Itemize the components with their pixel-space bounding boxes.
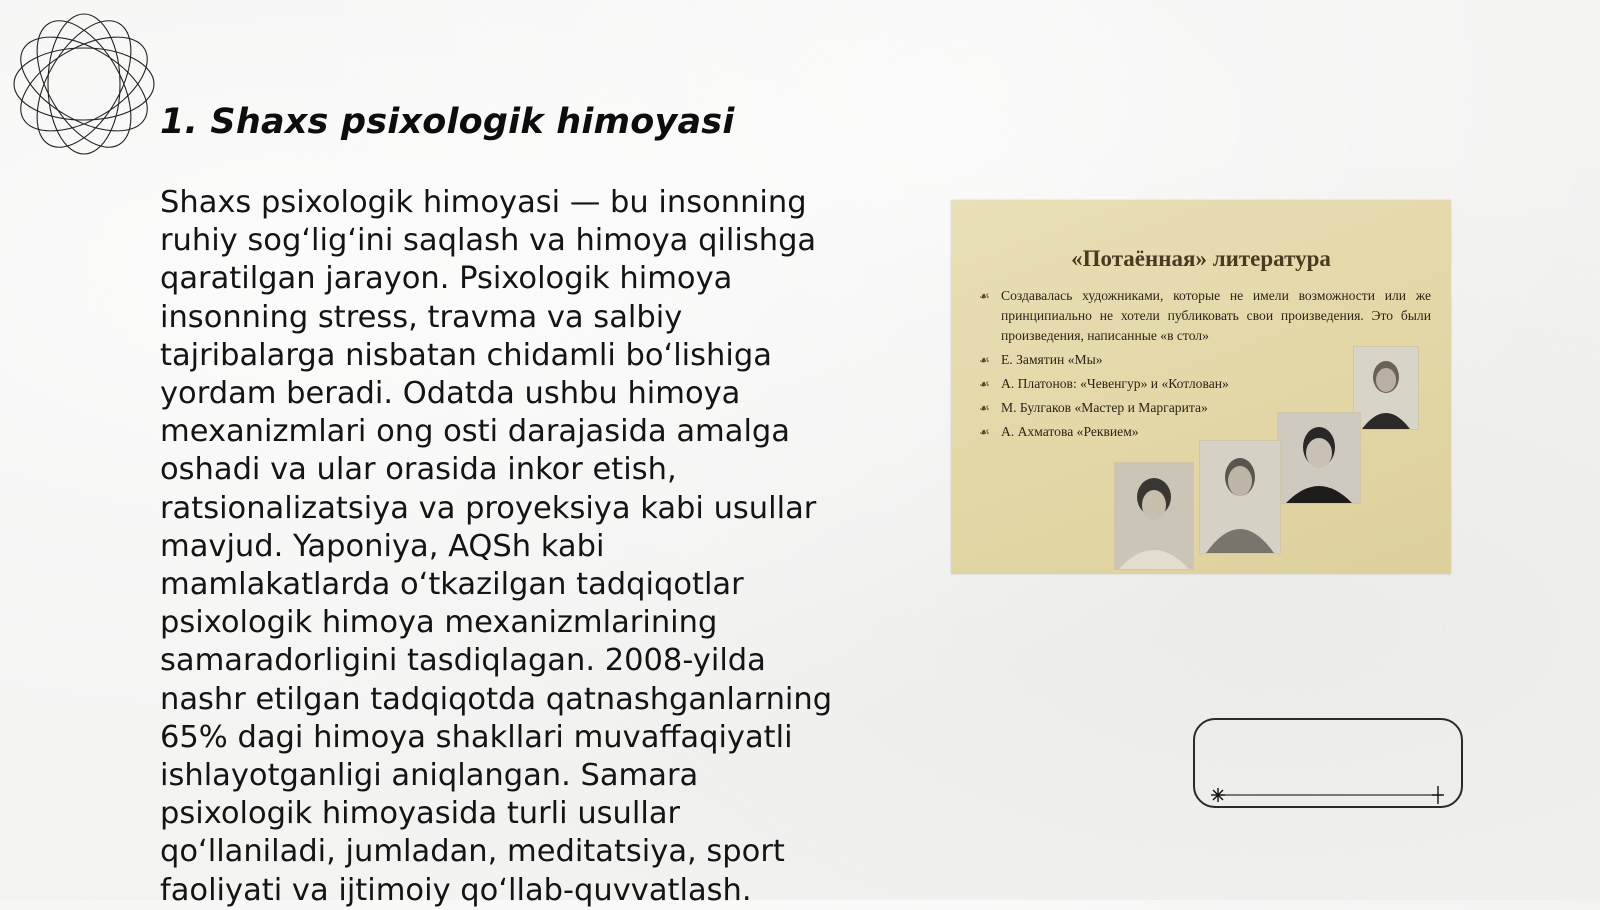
inset-slide-title: «Потаённая» литература: [1071, 246, 1331, 271]
list-item-text: А. Платонов: «Чевенгур» и «Котлован»: [1001, 376, 1229, 391]
inset-slide-image: [951, 200, 1451, 574]
portrait-photo-2: [1277, 412, 1361, 504]
decorative-line-with-stars: [1210, 785, 1450, 805]
list-item-text: Создавалась художниками, которые не имели возможности или же принципиально не хотели публиковать свои произведения. Это были произведения, написанные «в стол»: [1001, 288, 1431, 343]
list-item: [979, 286, 1431, 346]
fleuron-bullet-icon: ☙: [979, 425, 990, 439]
decorative-ornament: [10, 10, 158, 158]
starburst-icon: [1211, 788, 1225, 802]
fleuron-bullet-icon: ☙: [979, 289, 990, 303]
sparkle-icon: [1432, 786, 1444, 804]
fleuron-bullet-icon: ☙: [979, 353, 990, 367]
fleuron-bullet-icon: ☙: [979, 401, 990, 415]
fleuron-bullet-icon: ☙: [979, 377, 990, 391]
portrait-photo-3: [1199, 440, 1281, 554]
list-item-text: М. Булгаков «Мастер и Маргарита»: [1001, 400, 1208, 415]
portrait-photo-1: [1353, 346, 1419, 430]
portrait-photo-4: [1114, 462, 1194, 570]
slide-body-text: Shaxs psixologik himoyasi — bu insonning ruhiy sog‘lig‘ini saqlash va himoya qilishga qaratilgan jarayon. Psixologik himoya insonning stress, travma va salbiy tajribalarga nisbatan chidamli bo‘lishiga yordam beradi. Odatda ushbu himoya mexanizmlari ong osti darajasida amalga oshadi va ular orasida inkor etish, ratsionalizatsiya va proyeksiya kabi usullar mavjud. Yaponiya, AQSh kabi mamlakatlarda o‘tkazilgan tadqiqotlar psixologik himoya mexanizmlarining samaradorligini tasdiqlagan. 2008-yilda nashr etilgan tadqiqotda qatnashganlarning 65% dagi himoya shakllari muvaffaqiyatli ishlayotganligi aniqlangan. Samara psixologik himoyasida turli usullar qo‘llaniladi, jumladan, meditatsiya, sport faoliyati va ijtimoiy qo‘llab-quvvatlash.: [160, 185, 833, 908]
list-item-text: А. Ахматова «Реквием»: [1001, 424, 1139, 439]
list-item-text: Е. Замятин «Мы»: [1001, 352, 1103, 367]
slide-title: 1. Shaxs psixologik himoyasi: [160, 102, 735, 142]
